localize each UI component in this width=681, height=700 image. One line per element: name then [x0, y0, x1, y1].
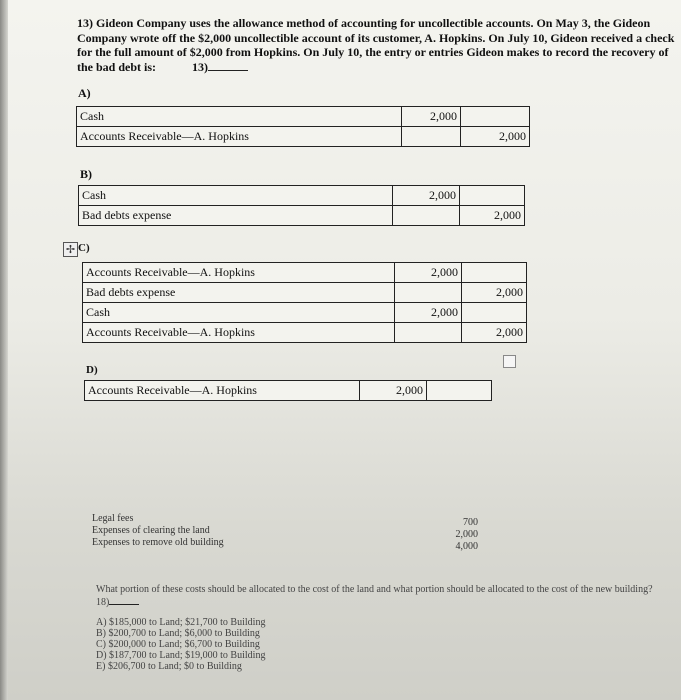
cost-amount: 700	[463, 517, 478, 528]
debit-cell: 2,000	[360, 381, 427, 401]
option-a-letter: A)	[78, 86, 91, 100]
option-d-letter: D)	[86, 364, 98, 376]
cost-amount: 4,000	[455, 541, 478, 552]
account-cell: Accounts Receivable—A. Hopkins	[83, 323, 395, 343]
credit-cell: 2,000	[460, 206, 525, 226]
table-row	[79, 206, 525, 226]
table-row	[79, 186, 525, 206]
account-cell: Bad debts expense	[83, 283, 395, 303]
choice-b[interactable]: B) $200,700 to Land; $6,000 to Building	[96, 628, 260, 639]
table-row	[83, 263, 527, 283]
credit-cell	[460, 186, 525, 206]
account-cell: Accounts Receivable—A. Hopkins	[77, 127, 402, 147]
cost-label: Expenses of clearing the land	[92, 525, 210, 536]
page-edge	[0, 0, 8, 700]
credit-cell	[461, 107, 530, 127]
option-b-entry[interactable]	[78, 185, 525, 226]
debit-cell: 2,000	[393, 186, 460, 206]
table-row	[83, 303, 527, 323]
account-cell: Accounts Receivable—A. Hopkins	[85, 381, 360, 401]
option-c-letter: C)	[78, 242, 90, 254]
choice-c[interactable]: C) $200,000 to Land; $6,700 to Building	[96, 639, 260, 650]
question-18-prompt	[96, 584, 656, 608]
cost-label: Legal fees	[92, 513, 134, 524]
account-cell: Bad debts expense	[79, 206, 393, 226]
option-d-entry[interactable]	[84, 380, 492, 401]
option-a-entry[interactable]	[76, 106, 530, 147]
option-b-letter: B)	[80, 167, 92, 181]
answer-label: 13)	[192, 59, 209, 74]
credit-cell: 2,000	[462, 323, 527, 343]
table-row	[85, 381, 492, 401]
account-cell: Cash	[83, 303, 395, 323]
debit-cell	[393, 206, 460, 226]
credit-cell	[462, 263, 527, 283]
prompt-text: What portion of these costs should be allocated to the cost of the land and what portion should be allocated to the cost of the new building? 18)	[96, 584, 653, 608]
credit-cell	[427, 381, 492, 401]
move-handle-icon[interactable]: ✢	[63, 242, 78, 257]
table-row	[83, 323, 527, 343]
account-cell: Cash	[79, 186, 393, 206]
question-13	[77, 16, 677, 74]
choice-e[interactable]: E) $206,700 to Land; $0 to Building	[96, 661, 242, 672]
account-cell: Accounts Receivable—A. Hopkins	[83, 263, 395, 283]
question-text: 13) Gideon Company uses the allowance method of accounting for uncollectible accounts. On May 3, the Gideon Company wrote off the $2,000 uncollectible account of its customer, A. Hopkins. On July 10, Gideon received a check for the full amount of $2,000 from Hopkins. On July 10, the entry or entries Gideon makes to record the recovery of the bad debt is:	[77, 16, 675, 74]
credit-cell	[462, 303, 527, 323]
debit-cell	[395, 323, 462, 343]
resize-handle[interactable]	[503, 355, 516, 368]
answer-blank[interactable]	[208, 60, 248, 71]
choice-d[interactable]: D) $187,700 to Land; $19,000 to Building	[96, 650, 266, 661]
debit-cell: 2,000	[395, 303, 462, 323]
credit-cell: 2,000	[461, 127, 530, 147]
debit-cell: 2,000	[395, 263, 462, 283]
cost-amount: 2,000	[455, 529, 478, 540]
table-row	[77, 127, 530, 147]
debit-cell: 2,000	[402, 107, 461, 127]
answer-blank[interactable]	[109, 596, 139, 605]
credit-cell: 2,000	[462, 283, 527, 303]
option-c-entry[interactable]	[82, 262, 527, 343]
table-row	[83, 283, 527, 303]
cost-label: Expenses to remove old building	[92, 537, 224, 548]
debit-cell	[395, 283, 462, 303]
table-row	[77, 107, 530, 127]
choice-a[interactable]: A) $185,000 to Land; $21,700 to Building	[96, 617, 266, 628]
debit-cell	[402, 127, 461, 147]
account-cell: Cash	[77, 107, 402, 127]
